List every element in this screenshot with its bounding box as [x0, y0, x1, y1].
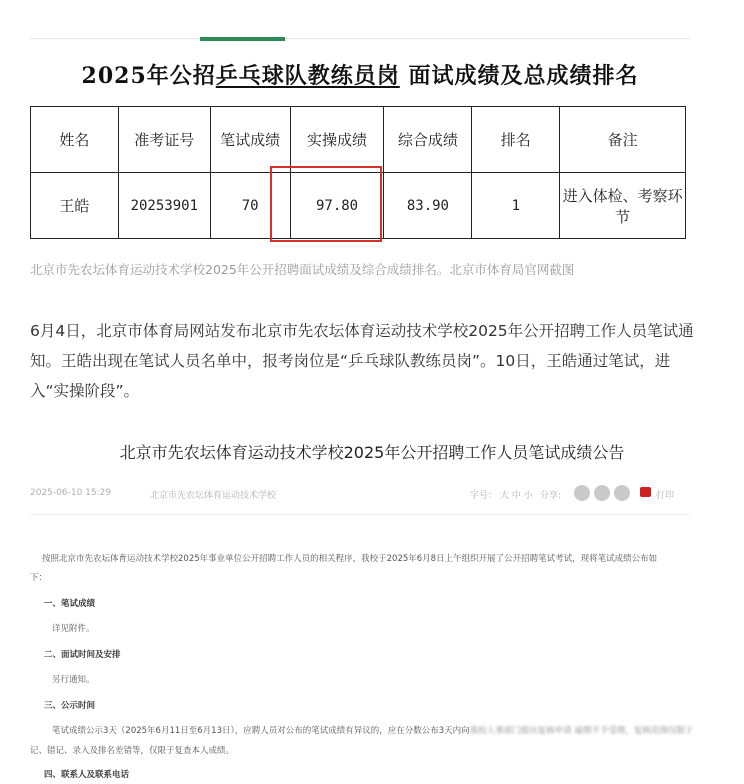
section-body: 详见附件。 — [52, 624, 95, 634]
share-weibo-icon[interactable] — [594, 485, 610, 501]
section-body — [52, 724, 693, 736]
highlight-box — [270, 166, 382, 242]
table-cell-total: 83.90 — [384, 173, 472, 239]
image-caption: 北京市先农坛体育运动技术学校2025年公开招聘面试成绩及综合成绩排名。北京市体育局官网截图 — [30, 262, 575, 277]
table-cell-practical: 97.80 — [290, 173, 384, 239]
section-body: 另行通知。 — [52, 675, 95, 685]
table-header: 笔试成绩 — [210, 107, 290, 173]
table-header-row — [31, 107, 686, 173]
share-wechat-icon[interactable] — [574, 485, 590, 501]
print-icon[interactable] — [640, 487, 651, 497]
notice-date: 2025-06-10 15:29 — [30, 488, 112, 498]
notice-meta-bar — [30, 488, 690, 502]
notice-source: 北京市先农坛体育运动技术学校 — [150, 491, 277, 501]
score-table-title — [30, 59, 690, 90]
blurred-text: 我校人事部门提出复核申请 逾期不予受理。复核范围仅限于 — [469, 726, 694, 736]
font-size-control[interactable]: 字号： 大 中 小 — [470, 491, 533, 501]
section-heading: 一、笔试成绩 — [44, 599, 96, 609]
score-table-screenshot — [30, 38, 690, 250]
notice-intro-line1: 按照北京市先农坛体育运动技术学校2025年事业单位公开招聘工作人员的相关程序，我校于2025年6月8日上午组织开展了公开招聘笔试考试，现将笔试成绩公布如 — [42, 554, 658, 564]
table-header: 排名 — [472, 107, 560, 173]
section-body-text: 笔试成绩公示3天（2025年6月11日至6月13日），应聘人员对公布的笔试成绩有异议的，应在分数公布3天内向 — [52, 726, 470, 736]
notice-intro-line2: 下： — [30, 573, 48, 583]
section-heading: 二、面试时间及安排 — [44, 650, 121, 660]
share-label: 分享: — [540, 491, 562, 501]
table-cell-remark: 进入体检、考察环节 — [560, 173, 686, 239]
table-cell-rank: 1 — [472, 173, 560, 239]
table-header: 实操成绩 — [290, 107, 384, 173]
table-cell-name: 王皓 — [31, 173, 119, 239]
title-suffix: 面试成绩及总成绩排名 — [408, 63, 639, 89]
article-paragraph: 6月4日，北京市体育局网站发布北京市先农坛体育运动技术学校2025年公开招聘工作人员笔试通知。王皓出现在笔试人员名单中，报考岗位是“乒乓球队教练员岗”。10日，王皓通过笔试，进入“实操阶段”。 — [30, 322, 694, 400]
print-link[interactable]: 打印 — [656, 491, 675, 501]
share-qq-icon[interactable] — [614, 485, 630, 501]
title-post: 乒乓球队教练员岗 — [215, 63, 400, 89]
table-header: 综合成绩 — [384, 107, 472, 173]
table-cell-written: 70 — [210, 173, 290, 239]
tab-indicator — [200, 37, 285, 41]
table-header: 备注 — [560, 107, 686, 173]
title-prefix: 2025年公招 — [81, 63, 216, 89]
table-cell-id: 20253901 — [118, 173, 210, 239]
section-heading: 四、联系人及联系电话 — [44, 770, 130, 780]
table-header: 准考证号 — [118, 107, 210, 173]
section-heading: 三、公示时间 — [44, 701, 96, 711]
table-header: 姓名 — [31, 107, 119, 173]
divider — [30, 514, 690, 515]
notice-title: 北京市先农坛体育运动技术学校2025年公开招聘工作人员笔试成绩公告 — [119, 443, 625, 462]
section-body-line2: 记、错记、录入及排名差错等，仅限于复查本人成绩。 — [30, 746, 235, 756]
